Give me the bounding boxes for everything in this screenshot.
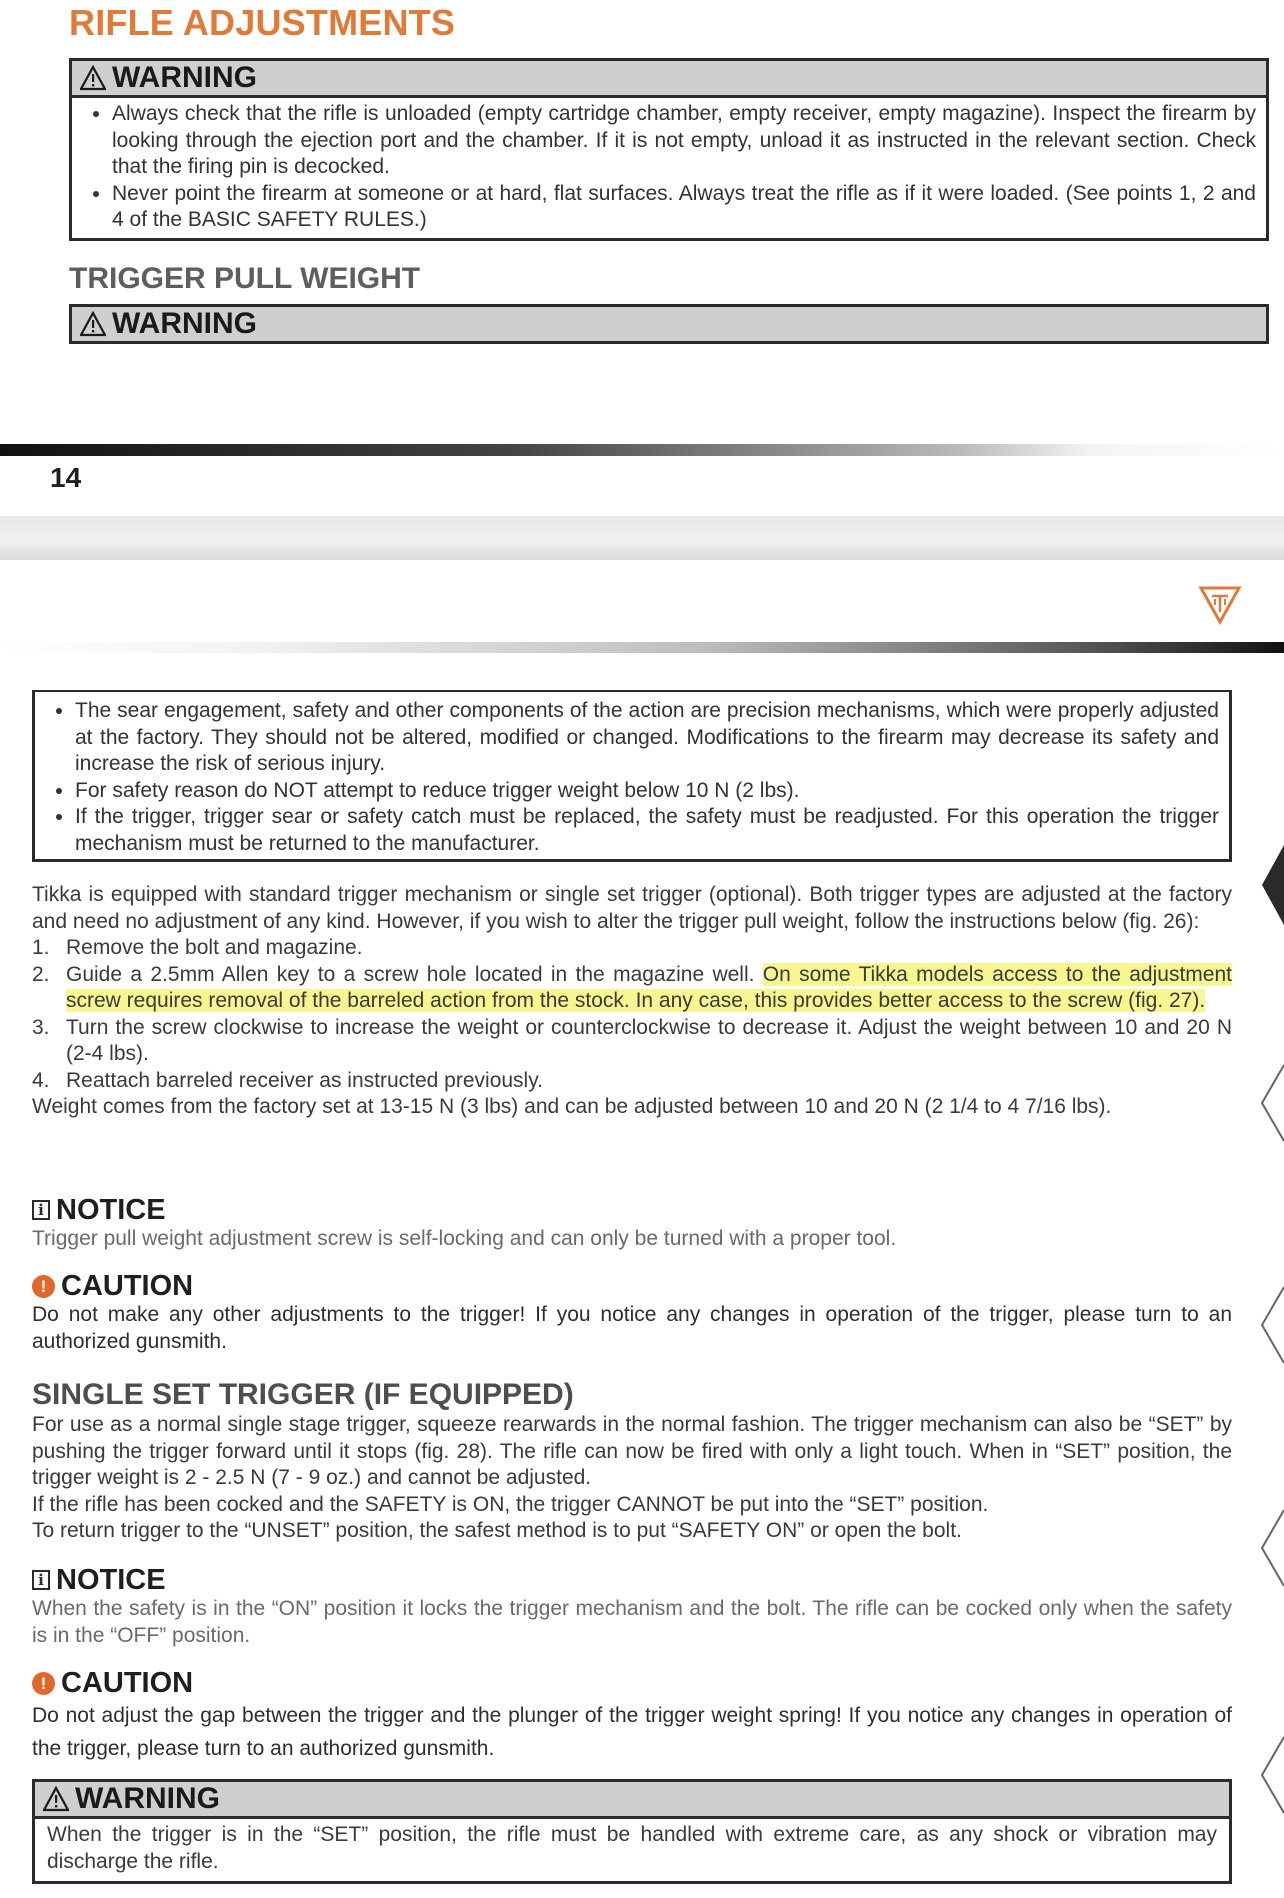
caution-block xyxy=(32,1270,1232,1355)
section-title: RIFLE ADJUSTMENTS xyxy=(69,2,456,43)
warning-box-trigger xyxy=(69,304,1269,344)
step-text: Turn the screw clockwise to increase the weight or counterclockwise to decrease it. Adjust the weight between 10 and 20 N (2-4 lbs). xyxy=(66,1015,1232,1065)
exclamation-icon: ! xyxy=(32,1672,55,1695)
caution-header xyxy=(32,1270,1232,1302)
warning-box xyxy=(69,58,1269,241)
notice-label: NOTICE xyxy=(56,1564,166,1596)
step-number: 2. xyxy=(32,962,50,986)
warning-header xyxy=(72,61,1266,98)
list-item: • The sear engagement, safety and other components of the action are precision mechanisms, which were properly adjusted at the factory. They should not be altered, modified or changed. Modifications to the firearm may decrease its safety and increase the risk of serious injury. xyxy=(75,698,1219,778)
warning-triangle-icon xyxy=(80,65,106,91)
continued-warning-box xyxy=(32,690,1232,862)
notice-text: When the safety is in the “ON” position it locks the trigger mechanism and the bolt. The rifle can be cocked only when the safety is in the “OFF” position. xyxy=(32,1597,1232,1647)
set-trigger-section xyxy=(32,1378,1232,1545)
list-item xyxy=(32,962,1232,1015)
warning-label: WARNING xyxy=(112,61,257,94)
step-text: Reattach barreled receiver as instructed previously. xyxy=(66,1068,544,1092)
highlighted-text: On some Tikka models access to the adjustment screw requires removal of the barreled action from the stock. In any case, this provides better access to the screw (fig. 27). xyxy=(66,962,1232,1012)
warning-label: WARNING xyxy=(75,1782,220,1815)
list-item: • If the trigger, trigger sear or safety catch must be replaced, the safety must be readjusted. For this operation the trigger mechanism must be returned to the manufacturer. xyxy=(75,804,1219,857)
tikka-logo-icon xyxy=(1198,585,1242,625)
caution-text: Do not make any other adjustments to the trigger! If you notice any changes in operation of the trigger, please turn to an authorized gunsmith. xyxy=(32,1303,1232,1353)
warning-label: WARNING xyxy=(112,307,257,340)
step-number: 1. xyxy=(32,936,50,959)
notice-block xyxy=(32,1194,1232,1253)
paragraph: For use as a normal single stage trigger, squeeze rearwards in the normal fashion. The trigger mechanism can also be “SET” by pushing the trigger forward until it stops (fig. 28). The rifle can now be fired with only a light touch. When in “SET” position, the trigger weight is 2 - 2.5 N (7 - 9 oz.) and cannot be adjusted. xyxy=(32,1413,1232,1489)
caution-header xyxy=(32,1667,1232,1699)
side-tab-dark-icon xyxy=(1260,845,1284,925)
warning-text: When the trigger is in the “SET” position, the rifle must be handled with extreme care, as any shock or vibration may discharge the rifle. xyxy=(47,1823,1217,1873)
step-number: 3. xyxy=(32,1015,50,1039)
list-item: • Never point the firearm at someone or at hard, flat surfaces. Always treat the rifle as if it were loaded. (See points 1, 2 and 4 of the BASIC SAFETY RULES.) xyxy=(112,181,1256,234)
notice-header xyxy=(32,1564,1232,1596)
warning-header xyxy=(35,1782,1229,1819)
warning-triangle-icon xyxy=(80,311,106,337)
warning-list xyxy=(72,98,1266,238)
subsection-title: TRIGGER PULL WEIGHT xyxy=(69,262,421,295)
trigger-instructions xyxy=(32,882,1232,1121)
side-tab-icon xyxy=(1260,1285,1284,1365)
step-text: Remove the bolt and magazine. xyxy=(66,936,363,959)
list-item xyxy=(32,935,1232,962)
weight-note: Weight comes from the factory set at 13-15 N (3 lbs) and can be adjusted between 10 and 20 N (2 1/4 to 4 7/16 lbs). xyxy=(32,1095,1112,1118)
step-number: 4. xyxy=(32,1068,50,1092)
step-text-main: Guide a 2.5mm Allen key to a screw hole located in the magazine well. xyxy=(66,962,763,986)
caution-text: Do not adjust the gap between the trigger and the plunger of the trigger weight spring! If you notice any changes in operation of the trigger, please turn to an authorized gunsmith. xyxy=(32,1704,1232,1760)
warning-header xyxy=(72,307,1266,341)
list-item: • Always check that the rifle is unloaded (empty cartridge chamber, empty receiver, empty magazine). Inspect the firearm by looking through the ejection port and the chamber. If it is not empty, unload it as instructed in the relevant section. Check that the firing pin is decocked. xyxy=(112,101,1256,181)
page-gap xyxy=(0,516,1284,560)
notice-header xyxy=(32,1194,1232,1226)
paragraph: If the rifle has been cocked and the SAFETY is ON, the trigger CANNOT be put into the “SET” position. xyxy=(32,1492,989,1516)
continued-warning-list xyxy=(35,692,1229,861)
page-number: 14 xyxy=(50,462,82,493)
side-tab-icon xyxy=(1260,1508,1284,1588)
section-heading: SINGLE SET TRIGGER (IF EQUIPPED) xyxy=(32,1378,574,1411)
paragraph: To return trigger to the “UNSET” position, the safest method is to put “SAFETY ON” or open the bolt. xyxy=(32,1519,962,1542)
warning-box-set xyxy=(32,1779,1232,1884)
list-item: • For safety reason do NOT attempt to reduce trigger weight below 10 N (2 lbs). xyxy=(75,778,1219,805)
notice-label: NOTICE xyxy=(56,1194,166,1226)
info-icon: i xyxy=(32,1200,50,1220)
side-tab-icon xyxy=(1260,1735,1284,1815)
step-text xyxy=(66,962,1232,1015)
page-edge-bar xyxy=(0,444,1284,456)
info-icon: i xyxy=(32,1570,50,1590)
intro-paragraph: Tikka is equipped with standard trigger mechanism or single set trigger (optional). Both trigger types are adjusted at the factory and need no adjustment of any kind. However, if you wish to alter the trigger pull weight, follow the instructions below (fig. 26): xyxy=(32,883,1232,933)
notice-text: Trigger pull weight adjustment screw is self-locking and can only be turned with a proper tool. xyxy=(32,1227,897,1250)
exclamation-icon: ! xyxy=(32,1275,55,1298)
side-tab-icon xyxy=(1260,1063,1284,1143)
notice-block xyxy=(32,1564,1232,1649)
caution-block xyxy=(32,1667,1232,1765)
list-item xyxy=(32,1068,1232,1095)
caution-label: CAUTION xyxy=(61,1667,194,1699)
list-item xyxy=(32,1015,1232,1068)
page-edge-bar xyxy=(0,642,1284,653)
warning-triangle-icon xyxy=(43,1786,69,1812)
steps-list xyxy=(32,935,1232,1094)
caution-label: CAUTION xyxy=(61,1270,194,1302)
